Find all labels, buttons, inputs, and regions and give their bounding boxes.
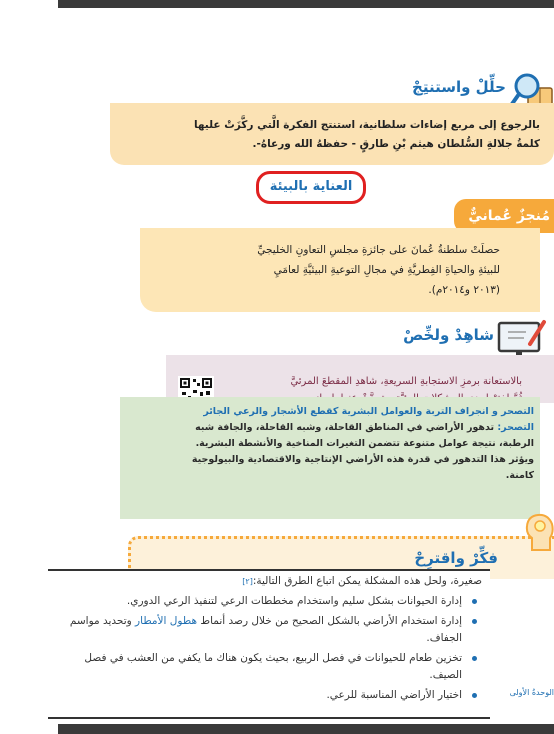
list-item: اختيار الأراضي المناسبة للرعي. — [54, 687, 482, 704]
list-item-text: إدارة استخدام الأراضي بالشكل الصحيح من خلال رصد أنماط — [200, 615, 462, 627]
reference-marker[interactable]: [٢] — [242, 577, 253, 586]
desertification-text — [126, 404, 534, 484]
list-item: تخزين طعام للحيوانات في فصل الربيع، بحيث يكون هناك ما يكفي من العشب في فصل الصيف. — [54, 650, 482, 684]
desertification-heading: التصحر و انجراف التربة والعوامل البشرية كقطع الأشجار والرعي الجائر — [203, 406, 534, 417]
unit-label: الوحدةُ الأولى — [509, 688, 554, 697]
achievement-title: مُنجزٌ عُمانيٌّ — [468, 208, 550, 224]
solutions-intro-line — [54, 573, 482, 590]
desertification-label: التصحر: — [497, 422, 534, 433]
watch-title: شاهِدْ ولخِّصْ — [403, 326, 494, 344]
analyze-text — [120, 116, 540, 154]
think-title: فكِّرْ واقترِحْ — [414, 549, 498, 567]
list-item: إدارة الحيوانات بشكل سليم واستخدام مخططات الرعي لتنفيذ الرعي الدوري. — [54, 593, 482, 610]
analyze-line-1: بالرجوع إلى مربع إضاءات سلطانية، استنتج الفكرة الَّتي ركَّزَتْ عليها — [193, 119, 540, 131]
watch-line-1: بالاستعانة برمزِ الاستجابةِ السريعةِ، شاهدِ المقطعَ المرئيَّ — [290, 376, 522, 387]
desertification-line-4: كامنة. — [505, 470, 534, 481]
solutions-text — [54, 573, 482, 704]
achievement-line-1: حصلَتْ سلطنةُ عُمانَ على جائزةِ مجلسِ التعاونِ الخليجيِّ — [257, 244, 500, 256]
analyze-title: حلِّلْ واستنتِجْ — [412, 78, 506, 96]
solutions-panel — [48, 569, 490, 719]
list-item — [54, 613, 482, 647]
bottom-bar — [58, 724, 554, 734]
solutions-list — [54, 593, 482, 704]
lightbulb-head-icon — [524, 512, 554, 552]
achievement-line-2: للبيئةِ والحياةِ الفِطريَّةِ في مجالِ التوعيةِ البيئيَّةِ لعامَيِ — [273, 264, 500, 276]
desertification-line-1: تدهور الأراضي في المناطق القاحلة، وشبه القاحلة، والجافة شبه — [195, 422, 495, 433]
achievement-line-3: (٢٠١٣ و٢٠١٤م). — [428, 284, 500, 296]
list-item-tail: وتحديد مواسم الجفاف. — [69, 615, 462, 644]
top-bar — [58, 0, 554, 8]
desertification-line-3: ويؤثر هذا التدهور في قدرة هذه الأراضي الإنتاجية والاقتصادية والبيولوجية — [191, 454, 534, 465]
analyze-line-2: كلمةُ جلالةِ السُّلطان هيثم بْنِ طارقٍ - حفظهُ الله ورعاهُ-. — [252, 138, 540, 150]
solutions-intro: صغيرة، ولحل هذه المشكلة يمكن اتباع الطرق التالية: — [252, 575, 482, 587]
highlight-answer: العناية بالبيئة — [269, 179, 353, 194]
rainfall-link[interactable]: هطول الأمطار — [135, 615, 198, 627]
achievement-text — [160, 240, 500, 300]
desertification-line-2: الرطبة، نتيجة عوامل متنوعة تتضمن التغيرات المناخية والأنشطة البشرية. — [195, 438, 534, 449]
